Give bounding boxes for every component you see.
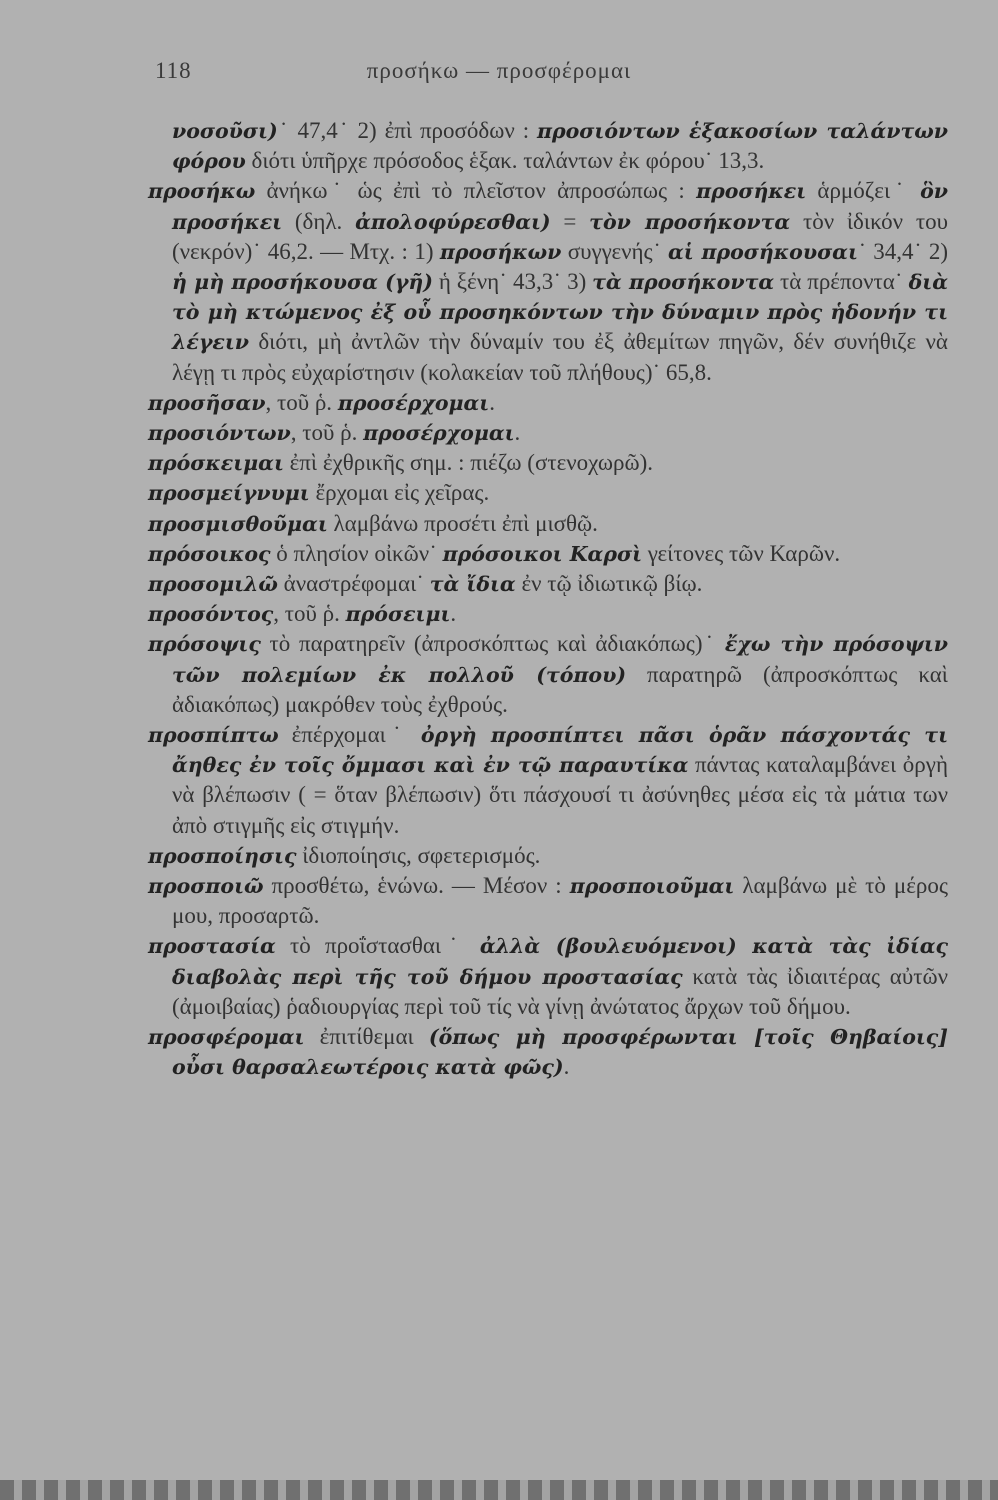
entry-headword: προσμείγνυμι: [148, 481, 310, 506]
dictionary-entry: [148, 539, 948, 569]
entry-headword: πρόσοικος: [148, 541, 271, 566]
entry-headword: προσιόντων ἑξακοσίων ταλάντων φόρου: [172, 119, 948, 174]
dictionary-entry: [148, 176, 948, 387]
entry-text: =: [550, 208, 590, 234]
dictionary-entry: [148, 841, 948, 871]
entry-text: διότι ὑπῆρχε πρόσοδος ἑξακ. ταλάντων ἐκ φόρου˙ 13,3.: [245, 148, 765, 174]
entry-text: , τοῦ ῥ.: [265, 389, 338, 415]
entry-text: ˙ 34,4˙ 2): [857, 238, 948, 264]
entry-text: .: [450, 601, 457, 627]
entry-text: γείτονες τῶν Καρῶν.: [641, 540, 841, 566]
page-bottom-edge: [0, 1480, 998, 1500]
entry-headword: πρόσοψις: [148, 632, 261, 657]
entry-text: ἀναστρέφομαι˙: [277, 571, 430, 597]
entry-headword: ἔχω τὴν πρόσοψιν τῶν πολεμίων ἐκ πολλοῦ (τόπου): [172, 632, 949, 687]
entry-headword: τὰ ἴδια: [429, 572, 516, 597]
entry-headword: ὃν προσήκει: [172, 179, 948, 234]
dictionary-entry: [148, 931, 948, 1022]
entry-headword: προσφέρομαι: [148, 1025, 305, 1050]
entry-text: .: [489, 389, 495, 415]
entry-headword: πρόσκειμαι: [148, 451, 284, 476]
entry-headword: νοσοῦσι): [172, 119, 278, 143]
entry-text: διότι, μὴ ἀντλῶν τὴν δύναμίν του ἐξ ἀθεμίτων πηγῶν, δέν συνήθιζε νὰ λέγῃ τι πρὸς εὐχαρίστησιν (κολακείαν τοῦ πλήθους)˙ 65,8.: [172, 329, 948, 385]
entry-headword: προσέρχομαι: [363, 421, 515, 446]
dictionary-entry: [148, 478, 948, 508]
dictionary-entry: [148, 629, 948, 720]
entry-headword: προστασία: [148, 934, 276, 959]
entry-text: ἀνήκω˙ ὡς ἐπὶ τὸ πλεῖστον ἀπροσώπως :: [255, 178, 697, 204]
dictionary-entry: [148, 448, 948, 478]
entry-headword: διὰ τὸ μὴ κτώμενος ἐξ οὗ προσηκόντων τὴν δύναμιν πρὸς ἡδονήν τι λέγειν: [172, 270, 948, 355]
entry-headword: προσποιῶ: [148, 874, 264, 899]
page-header: [0, 58, 998, 90]
entry-headword: προσπίπτω: [148, 723, 279, 748]
dictionary-entry: [148, 569, 948, 599]
entry-text: ὁ πλησίον οἰκῶν˙: [270, 540, 443, 566]
entry-headword: προσποίησις: [148, 843, 297, 868]
entry-text: κατὰ τὰς ἰδιαιτέρας αὐτῶν (ἀμοιβαίας) ῥαδιουργίας περὶ τοῦ τίς νὰ γίνῃ ἀνώτατος ἄρχων τοῦ δήμου.: [172, 963, 948, 1019]
entry-text: ἰδιοποίησις, σφετερισμός.: [296, 842, 541, 868]
entry-headword: πρόσειμι: [345, 602, 451, 627]
entry-text: ˙ 47,4˙ 2) ἐπὶ προσόδων :: [277, 118, 537, 143]
entry-text: ἁρμόζει˙: [806, 178, 921, 204]
dictionary-entry: [148, 509, 948, 539]
entry-headword: προσέρχομαι: [337, 390, 490, 415]
entry-text: τὸ παρατηρεῖν (ἀπροσκόπτως καὶ ἀδιακόπως)˙: [260, 631, 725, 657]
entry-text: συγγενής˙: [561, 238, 668, 264]
running-title: προσήκω — προσφέρομαι: [366, 58, 632, 83]
entry-headword: ἀπολοφύρεσθαι): [355, 209, 551, 234]
entry-headword: προσιόντων: [148, 421, 291, 446]
entry-text: τὰ πρέποντα˙: [774, 269, 909, 295]
entry-headword: ἀλλὰ (βουλευόμενοι) κατὰ τὰς ἰδίας διαβολὰς περὶ τῆς τοῦ δήμου προστασίας: [172, 934, 948, 989]
entry-headword: προσμισθοῦμαι: [148, 511, 328, 536]
dictionary-entry: [148, 720, 948, 841]
dictionary-entry: [148, 1022, 948, 1082]
entry-text: ἐν τῷ ἰδιωτικῷ βίῳ.: [515, 571, 703, 597]
entry-text: ἐπέρχομαι˙: [278, 722, 421, 748]
entry-headword: προσήκων: [439, 239, 562, 264]
entry-text: παρατηρῶ (ἀπροσκόπτως καὶ ἀδιακόπως) μακρόθεν τοὺς ἐχθρούς.: [172, 661, 948, 717]
dictionary-entry: [148, 388, 948, 418]
dictionary-entry: [148, 116, 948, 176]
entry-text: πάντας καταλαμβάνει ὀργὴ νὰ βλέπωσιν ( = ὅταν βλέπωσιν) ὅτι πάσχουσί τι ἀσύνηθες μέσα εἰς τὰ μάτια των ἀπὸ στιγμῆς εἰς στιγμήν.: [172, 752, 948, 838]
entry-text: προσθέτω, ἑνώνω. — Μέσον :: [263, 873, 570, 899]
entry-text: ἔρχομαι εἰς χεῖρας.: [309, 480, 490, 506]
entry-text: , τοῦ ῥ.: [290, 420, 364, 446]
entry-text: τὸν ἰδικόν του (νεκρόν)˙ 46,2. — Μτχ. : 1): [172, 208, 948, 264]
entry-headword: προσῆσαν: [148, 390, 266, 415]
entry-headword: τὸν προσήκοντα: [589, 209, 791, 234]
entry-headword: τὰ προσήκοντα: [592, 270, 775, 295]
entry-text: λαμβάνω προσέτι ἐπὶ μισθῷ.: [327, 510, 598, 536]
entry-text: ἐπιτίθεμαι: [304, 1024, 429, 1050]
entry-headword: (ὅπως μὴ προσφέρωνται [τοῖς Θηβαίοις] οὖσι θαρσαλεωτέροις κατὰ φῶς): [172, 1025, 948, 1080]
page-number: 118: [155, 58, 192, 83]
entry-headword: ἡ μὴ προσήκουσα (γῆ): [172, 270, 433, 295]
dictionary-text: [148, 116, 948, 1083]
entry-text: ἐπὶ ἐχθρικῆς σημ. : πιέζω (στενοχωρῶ).: [283, 450, 654, 476]
entry-headword: προσποιοῦμαι: [569, 874, 735, 899]
entry-headword: προσόντος: [148, 602, 274, 627]
entry-headword: προσήκει: [696, 179, 807, 204]
entry-headword: προσήκω: [148, 179, 256, 204]
entry-text: λαμβάνω μὲ τὸ μέρος μου, προσαρτῶ.: [172, 873, 949, 929]
entry-text: , τοῦ ῥ.: [273, 601, 346, 627]
entry-headword: προσομιλῶ: [148, 572, 278, 597]
entry-text: .: [514, 420, 521, 446]
entry-headword: πρόσοικοι Καρσὶ: [442, 541, 642, 566]
dictionary-entry: [148, 418, 948, 448]
entry-text: .: [563, 1054, 570, 1080]
entry-headword: ὀργὴ προσπίπτει πᾶσι ὁρᾶν πάσχοντάς τι ἄηθες ἐν τοῖς ὄμμασι καὶ ἐν τῷ παραυτίκα: [172, 723, 948, 778]
entry-text: τὸ προΐστασθαι˙: [275, 933, 480, 959]
dictionary-entry: [148, 871, 948, 931]
entry-headword: αἱ προσήκουσαι: [668, 239, 858, 264]
dictionary-entry: [148, 599, 948, 629]
entry-text: ἡ ξένη˙ 43,3˙ 3): [432, 269, 593, 295]
entry-text: (δηλ.: [282, 208, 356, 234]
